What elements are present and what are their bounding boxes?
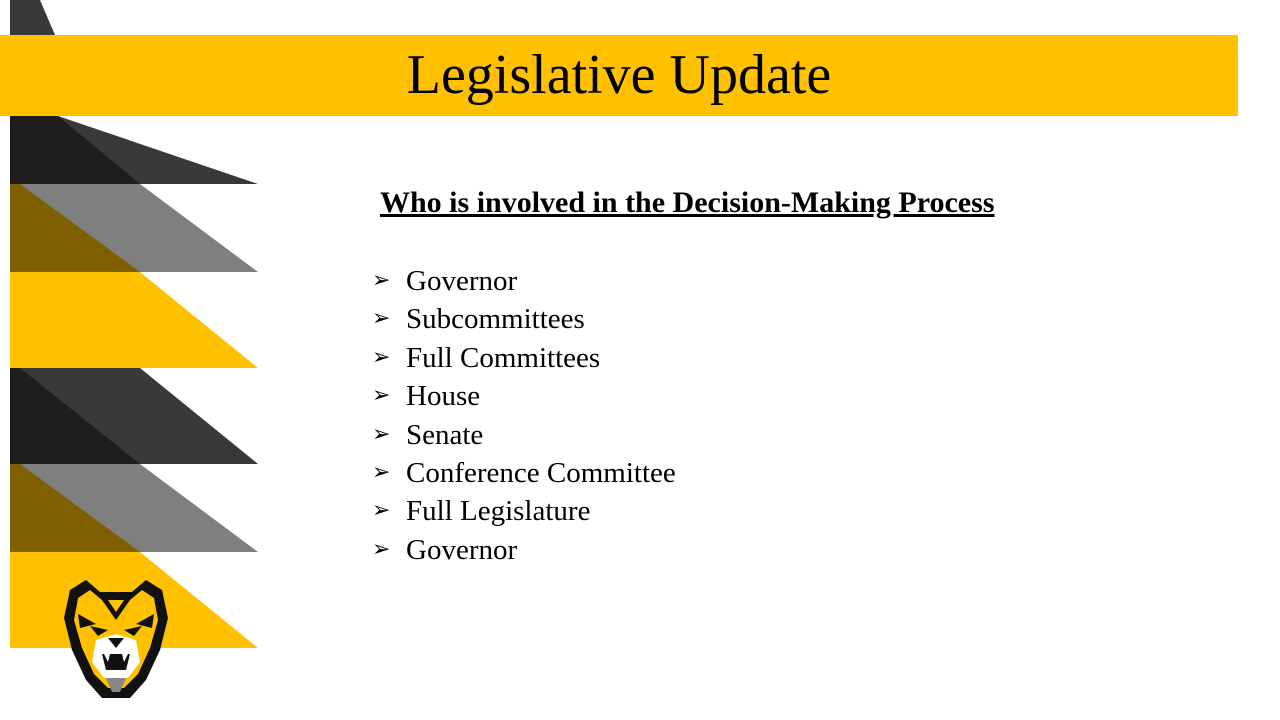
list-item: ➢ Subcommittees [372,300,676,338]
list-item: ➢ Conference Committee [372,454,676,492]
arrow-bullet-icon: ➢ [372,536,391,562]
arrow-bullet-icon: ➢ [372,344,391,370]
slide-title [0,35,1238,116]
arrow-bullet-icon: ➢ [372,498,391,524]
arrow-bullet-icon: ➢ [372,421,391,447]
list-item: ➢ Governor [372,262,676,300]
arrow-bullet-icon: ➢ [372,459,391,485]
slide-title-text: Legislative Update [406,44,832,106]
list-item: ➢ Senate [372,416,676,454]
deco-band-3 [10,272,258,368]
participants-list [372,262,676,569]
arrow-bullet-icon: ➢ [372,268,391,293]
arrow-bullet-icon: ➢ [372,306,391,332]
list-item: ➢ Full Legislature [372,492,676,530]
arrow-bullet-icon: ➢ [372,383,391,409]
tiger-mascot-logo [50,570,182,702]
list-item: ➢ House [372,377,676,415]
list-item: ➢ Governor [372,531,676,569]
deco-triangle-top [10,0,55,35]
list-item: ➢ Full Committees [372,339,676,377]
section-heading: Who is involved in the Decision-Making Process [380,186,995,219]
